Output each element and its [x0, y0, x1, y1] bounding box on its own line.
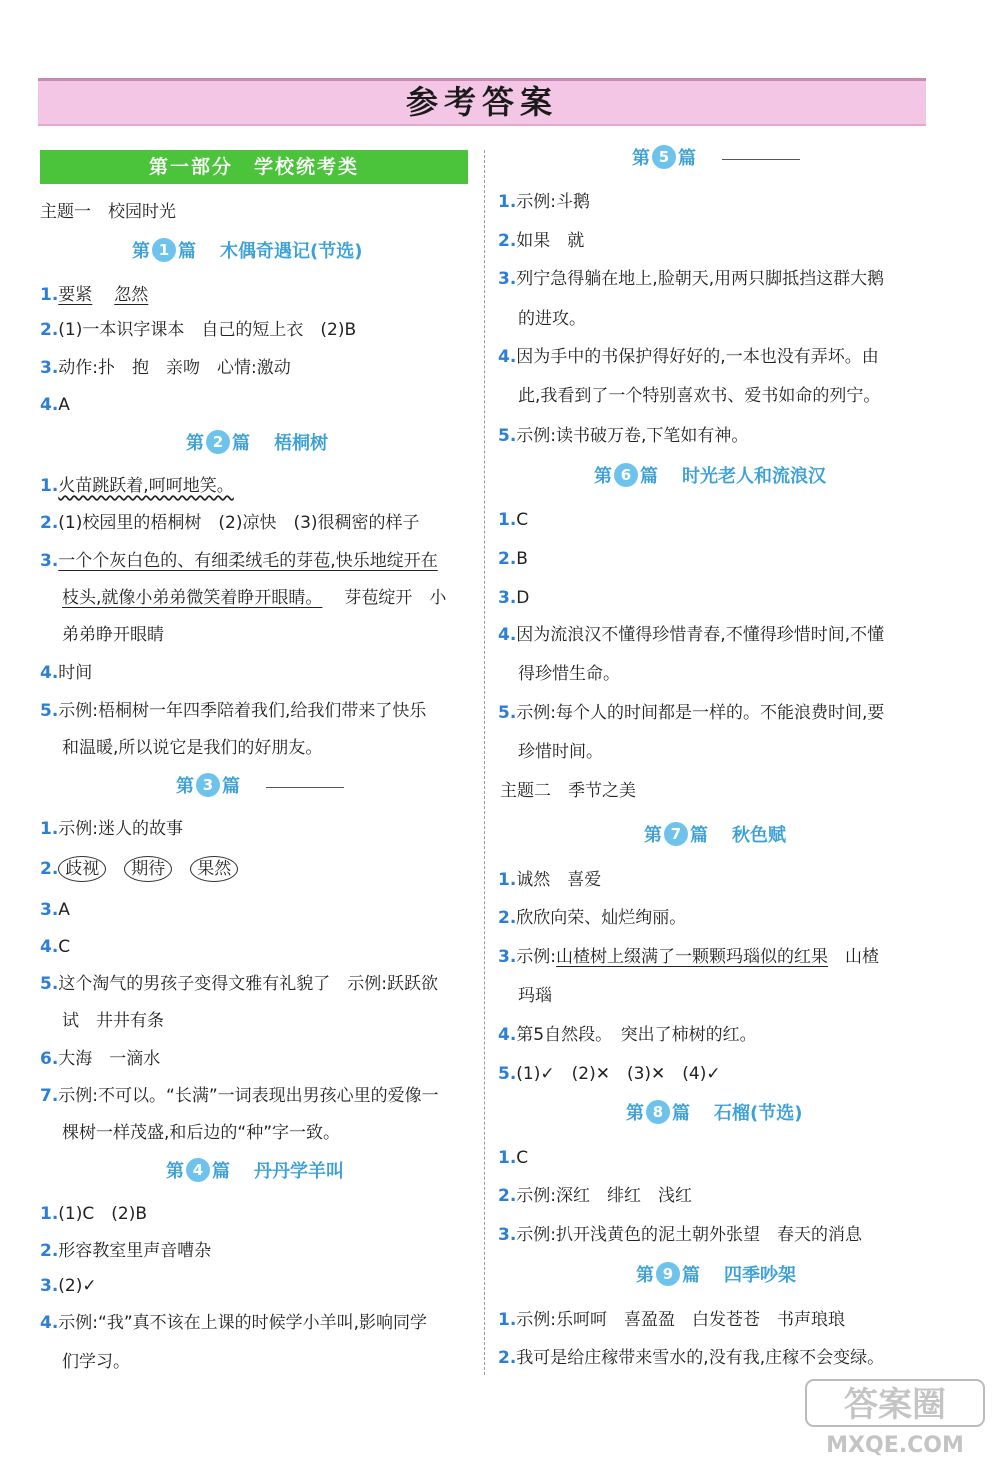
theme-title: 主题一 校园时光 — [40, 202, 176, 222]
section-number: 2 — [206, 430, 230, 454]
answer-line: 此,我看到了一个特别喜欢书、爱书如命的列宁。 — [518, 386, 881, 406]
answer-line: 1.诚然 喜爱 — [498, 870, 602, 890]
watermark-text-cn: 答案圈 — [844, 1385, 946, 1425]
section-number: 1 — [152, 238, 176, 262]
answer-line: 2.如果 就 — [498, 231, 585, 251]
answer-line: 3.示例:扒开浅黄色的泥土朝外张望 春天的消息 — [498, 1225, 863, 1245]
answer-line: 1.要紧 忽然 — [40, 285, 149, 305]
answer-line: 5.(1)✓ (2)✕ (3)✕ (4)✓ — [498, 1064, 721, 1084]
section-number: 9 — [656, 1262, 680, 1286]
answer-line: 的进攻。 — [518, 309, 586, 329]
answer-line: 5.这个淘气的男孩子变得文雅有礼貌了 示例:跃跃欲 — [40, 974, 439, 994]
answer-line: 4.C — [40, 937, 71, 957]
part-header: 第一部分 学校统考类 — [40, 150, 468, 184]
answer-line: 3.一个个灰白色的、有细柔绒毛的芽苞,快乐地绽开在 — [40, 551, 438, 571]
section-heading: 第 7 篇 秋色赋 — [644, 821, 786, 851]
answer-line: 2.B — [498, 549, 528, 569]
answer-line: 4.因为手中的书保护得好好的,一本也没有弄坏。由 — [498, 347, 879, 367]
answer-line: 4.因为流浪汉不懂得珍惜青春,不懂得珍惜时间,不懂 — [498, 625, 885, 645]
answer-line: 1.示例:迷人的故事 — [40, 819, 184, 839]
answer-blank — [722, 159, 800, 160]
answer-line: 2.欣欣向荣、灿烂绚丽。 — [498, 908, 687, 928]
answer-line: 珍惜时间。 — [518, 742, 603, 762]
watermark-logo — [800, 1376, 990, 1460]
answer-line: 棵树一样茂盛,和后边的“种”字一致。 — [62, 1123, 341, 1143]
answer-line: 2. 歧视 期待 果然 — [40, 856, 256, 882]
section-number: 3 — [196, 773, 220, 797]
section-number: 5 — [652, 145, 676, 169]
answer-line: 和温暖,所以说它是我们的好朋友。 — [62, 738, 323, 758]
column-divider — [484, 150, 485, 1375]
answer-line: 4.示例:“我”真不该在上课的时候学小羊叫,影响同学 — [40, 1313, 428, 1333]
answer-line: 5.示例:梧桐树一年四季陪着我们,给我们带来了快乐 — [40, 701, 427, 721]
answer-line: 3.示例:山楂树上缀满了一颗颗玛瑙似的红果 山楂 — [498, 947, 880, 967]
answer-line: 5.示例:每个人的时间都是一样的。不能浪费时间,要 — [498, 703, 885, 723]
answer-blank — [266, 787, 344, 788]
section-heading: 第 4 篇 丹丹学羊叫 — [166, 1157, 344, 1187]
answer-line: 3.D — [498, 588, 530, 608]
answer-line: 1.(1)C (2)B — [40, 1204, 147, 1224]
section-number: 4 — [186, 1158, 210, 1182]
section-heading: 第 5 篇 — [632, 144, 800, 174]
theme-title: 主题二 季节之美 — [500, 781, 636, 801]
answer-line: 弟弟睁开眼睛 — [62, 625, 164, 645]
page-title: 参考答案 — [405, 83, 558, 121]
section-heading: 第 2 篇 梧桐树 — [186, 429, 328, 459]
answer-line: 1.C — [498, 510, 529, 530]
answer-line: 3.列宁急得躺在地上,脸朝天,用两只脚抵挡这群大鹅 — [498, 269, 885, 289]
answer-line: 4.A — [40, 395, 70, 415]
answer-line: 1.C — [498, 1148, 529, 1168]
answer-line: 1.示例:斗鹅 — [498, 192, 591, 212]
answer-line: 3.A — [40, 900, 70, 920]
answer-line: 2.(1)一本识字课本 自己的短上衣 (2)B — [40, 320, 357, 340]
answer-line: 3.动作:扑 抱 亲吻 心情:激动 — [40, 358, 291, 378]
answer-line: 2.我可是给庄稼带来雪水的,没有我,庄稼不会变绿。 — [498, 1348, 885, 1368]
answer-line: 1.示例:乐呵呵 喜盈盈 白发苍苍 书声琅琅 — [498, 1310, 846, 1330]
answer-line: 2.示例:深红 绯红 浅红 — [498, 1186, 693, 1206]
answer-line: 3.(2)✓ — [40, 1276, 97, 1296]
answer-line: 4.第5自然段。 突出了柿树的红。 — [498, 1025, 757, 1045]
answer-line: 玛瑙 — [518, 986, 552, 1006]
answer-line: 得珍惜生命。 — [518, 664, 620, 684]
section-number: 6 — [614, 463, 638, 487]
answer-line: 枝头,就像小弟弟微笑着睁开眼睛。 芽苞绽开 小 — [62, 588, 447, 608]
answer-line: 们学习。 — [62, 1352, 130, 1372]
answer-line: 2.(1)校园里的梧桐树 (2)凉快 (3)很稠密的样子 — [40, 513, 420, 533]
answer-line: 2.形容教室里声音嘈杂 — [40, 1241, 212, 1261]
section-heading: 第 3 篇 — [176, 772, 344, 802]
section-heading: 第 6 篇 时光老人和流浪汉 — [594, 462, 826, 492]
section-heading: 第 9 篇 四季吵架 — [636, 1261, 796, 1291]
watermark-text-en: MXQE.COM — [826, 1433, 964, 1458]
section-number: 7 — [664, 822, 688, 846]
answer-line: 7.示例:不可以。“长满”一词表现出男孩心里的爱像一 — [40, 1086, 439, 1106]
answer-line: 6.大海 一滴水 — [40, 1049, 161, 1069]
section-number: 8 — [646, 1100, 670, 1124]
answer-line: 试 井井有条 — [62, 1011, 164, 1031]
title-banner — [38, 78, 926, 126]
section-heading: 第 1 篇 木偶奇遇记(节选) — [132, 237, 362, 267]
section-heading: 第 8 篇 石榴(节选) — [626, 1099, 802, 1129]
answer-line: 5.示例:读书破万卷,下笔如有神。 — [498, 426, 749, 446]
answer-line: 4.时间 — [40, 663, 93, 683]
answer-line: 1.火苗跳跃着,呵呵地笑。 — [40, 476, 234, 496]
